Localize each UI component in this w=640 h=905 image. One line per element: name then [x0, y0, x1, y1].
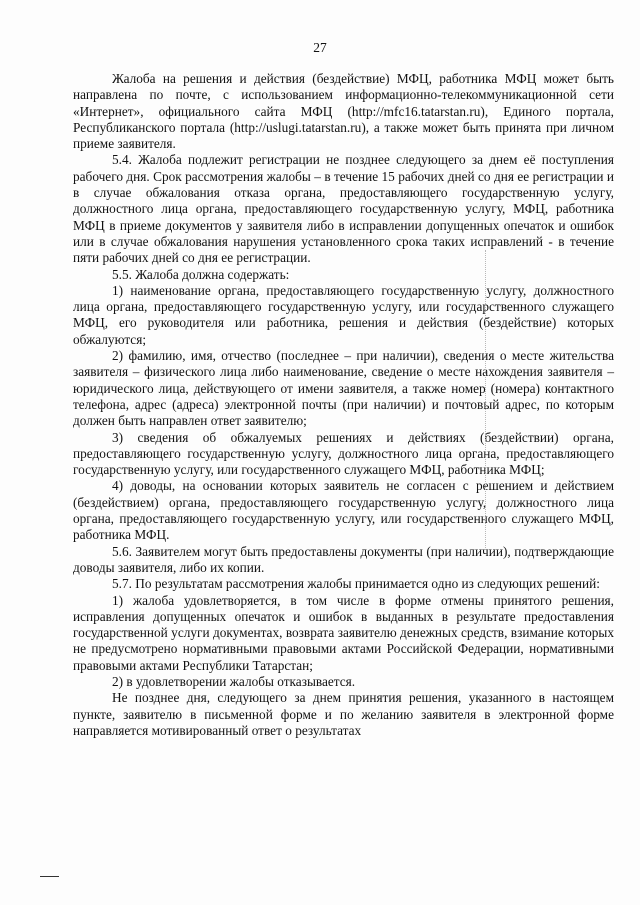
scan-artifact-line — [485, 250, 486, 550]
paragraph-5-7-heading: 5.7. По результатам рассмотрения жалобы принимается одно из следующих решений: — [112, 576, 600, 592]
page-number: 27 — [313, 40, 327, 55]
paragraph-5-5-item-4: 4) доводы, на основании которых заявитель не согласен с решением и действием (бездействием) органа, предоставляющего государственную услугу, должностного лица органа, предоставляющего государственную услугу, или государственного служащего МФЦ, работника МФЦ. — [73, 478, 614, 543]
paragraph-5-5-heading: 5.5. Жалоба должна содержать: — [112, 266, 290, 282]
paragraph-5-7-item-2: 2) в удовлетворении жалобы отказывается. — [112, 673, 356, 689]
footnote-separator — [40, 876, 59, 877]
paragraph-5-4-registration: 5.4. Жалоба подлежит регистрации не позднее следующего за днем её поступления рабочего дня. Срок рассмотрения жалобы – в течение 15 рабочих дней со дня ее регистрации и в случае обжалования отказа органа, предоставляющего государственную услугу, должностного лица органа, предоставляющего государственную услугу, МФЦ, работника МФЦ в приеме документов у заявителя либо в исправлении допущенных опечаток и ошибок или в случае обжалования нарушения установленного срока таких исправлений - в течение пяти рабочих дней со дня ее регистрации. — [73, 152, 614, 266]
paragraph-response-deadline: Не позднее дня, следующего за днем принятия решения, указанного в настоящем пункте, заявителю в письменной форме и по желанию заявителя в электронной форме направляется мотивированный ответ о результатах — [73, 690, 614, 738]
paragraph-5-5-item-2: 2) фамилию, имя, отчество (последнее – при наличии), сведения о месте жительства заявителя – физического лица либо наименование, сведение о месте нахождения заявителя – юридического лица, действующего от имени заявителя, а также номер (номера) контактного телефона, адрес (адреса) электронной почты (при наличии) и почтовый адрес, по которым должен быть направлен ответ заявителю; — [73, 348, 614, 429]
paragraph-5-5-item-3: 3) сведения об обжалуемых решениях и действиях (бездействии) органа, предоставляющего государственную услугу, должностного лица органа, предоставляющего государственную услугу, или государственного служащего МФЦ, работника МФЦ; — [73, 429, 614, 478]
paragraph-5-5-item-1: 1) наименование органа, предоставляющего государственную услугу, должностного лица органа, предоставляющего государственную услугу, или государственного служащего МФЦ, его руководителя или работника, решения и действия (бездействие) которых обжалуются; — [73, 282, 614, 347]
paragraph-5-7-item-1: 1) жалоба удовлетворяется, в том числе в форме отмены принятого решения, исправления допущенных опечаток и ошибок в выданных в результате предоставления государственной услуги документах, возврата заявителю денежных средств, взимание которых не предусмотрено нормативными правовыми актами Российской Федерации, нормативными правовыми актами Республики Татарстан; — [73, 592, 614, 673]
paragraph-5-6-documents: 5.6. Заявителем могут быть предоставлены документы (при наличии), подтверждающие доводы заявителя, либо их копии. — [73, 543, 614, 575]
paragraph-complaint-channels: Жалоба на решения и действия (бездействие) МФЦ, работника МФЦ может быть направлена по почте, с использованием информационно-телекоммуникационной сети «Интернет», официального сайта МФЦ (http://mfc16.tatarstan.ru), Единого портала, Республиканского портала (http://uslugi.tatarstan.ru), а также может быть принята при личном приеме заявителя. — [73, 71, 614, 152]
document-body — [73, 71, 614, 739]
